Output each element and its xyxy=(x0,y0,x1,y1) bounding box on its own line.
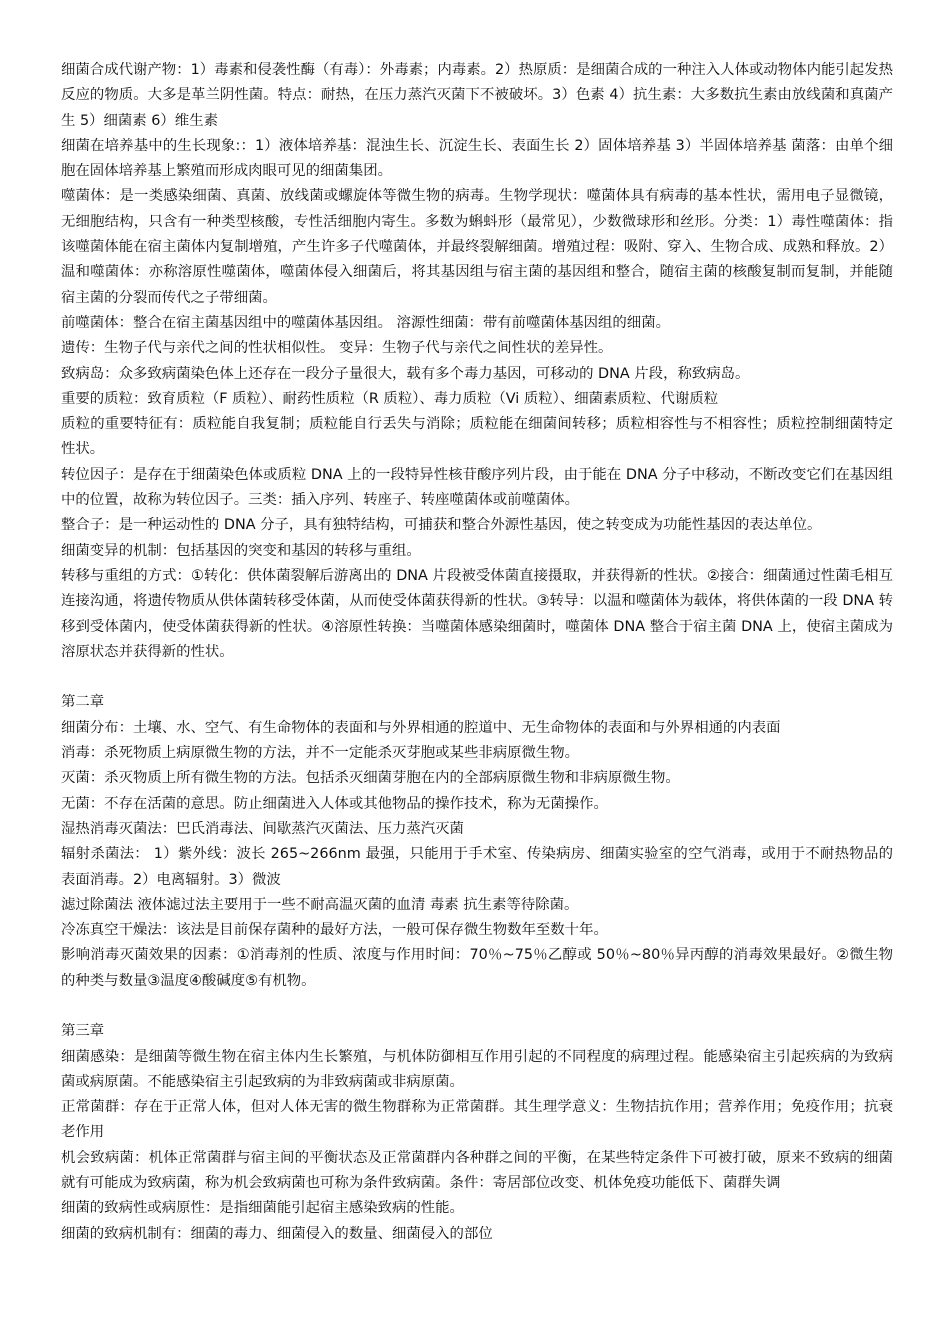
paragraph-sterilization: 灭菌：杀灭物质上所有微生物的方法。包括杀灭细菌芽胞在内的全部病原微生物和非病原微生物。 xyxy=(61,770,680,787)
paragraph-distribution: 细菌分布：土壤、水、空气、有生命物体的表面和与外界相通的腔道中、无生命物体的表面和与外界相通的内表面 xyxy=(61,719,781,736)
paragraph-integron: 整合子：是一种运动性的 DNA 分子，具有独特结构，可捕获和整合外源性基因，使之转变成为功能性基因的表达单位。 xyxy=(61,517,822,534)
paragraph-variation: 细菌变异的机制：包括基因的突变和基因的转移与重组。 xyxy=(61,542,421,559)
paragraph-heredity: 遗传：生物子代与亲代之间的性状相似性。 变异：生物子代与亲代之间性状的差异性。 xyxy=(61,340,613,357)
paragraph-phage: 噬菌体：是一类感染细菌、真菌、放线菌或螺旋体等微生物的病毒。生物学现状：噬菌体具有病毒的基本性状，需用电子显微镜，无细胞结构，只含有一种类型核酸，专性活细胞内寄生。多数为蝌蚪形（最常见），少数微球形和丝形。分类：1）毒性噬菌体：指该噬菌体能在宿主菌体内复制增殖，产生许多子代噬菌体，并最终裂解细菌。增殖过程：吸附、穿入、生物合成、成熟和释放。2）温和噬菌体：亦称溶原性噬菌体，噬菌体侵入细菌后，将其基因组与宿主菌的基因组和整合，随宿主菌的核酸复制而复制，并能随宿主菌的分裂而传代之子带细菌。 xyxy=(61,188,893,306)
paragraph-growth: 细菌在培养基中的生长现象:：1）液体培养基：混浊生长、沉淀生长、表面生长 2）固体培养基 3）半固体培养基 菌落：由单个细胞在固体培养基上繁殖而形成肉眼可见的细菌集团。 xyxy=(61,137,893,180)
paragraph-normal-flora: 正常菌群：存在于正常人体，但对人体无害的微生物群称为正常菌群。其生理学意义：生物拮抗作用；营养作用；免疫作用；抗衰老作用 xyxy=(61,1099,893,1141)
paragraph-pathogenicity-island: 致病岛：众多致病菌染色体上还存在一段分子量很大，载有多个毒力基因，可移动的 DNA 片段，称致病岛。 xyxy=(61,365,750,382)
blank-line xyxy=(61,994,893,1019)
document-page xyxy=(61,58,893,1247)
paragraph-plasmid-features: 质粒的重要特征有：质粒能自我复制；质粒能自行丢失与消除；质粒能在细菌间转移；质粒相容性与不相容性；质粒控制细菌特定性状。 xyxy=(61,416,893,458)
paragraph-plasmids: 重要的质粒：致育质粒（F 质粒）、耐药性质粒（R 质粒）、毒力质粒（Vi 质粒）、细菌素质粒、代谢质粒 xyxy=(61,390,719,407)
paragraph-disinfection: 消毒：杀死物质上病原微生物的方法，并不一定能杀灭芽胞或某些非病原微生物。 xyxy=(61,745,580,762)
paragraph-metabolites: 细菌合成代谢产物：1）毒素和侵袭性酶（有毒）：外毒素；内毒素。2）热原质：是细菌合成的一种注入人体或动物体内能引起发热反应的物质。大多是革兰阴性菌。特点：耐热，在压力蒸汽灭菌下不被破坏。3）色素 4）抗生素：大多数抗生素由放线菌和真菌产生 5）细菌素 6）维生素 xyxy=(61,62,893,129)
paragraph-transfer: 转移与重组的方式：①转化：供体菌裂解后游离出的 DNA 片段被受体菌直接摄取，并获得新的性状。②接合：细菌通过性菌毛相互连接沟通，将遗传物质从供体菌转移受体菌，从而使受体菌获得新的性状。③转导：以温和噬菌体为载体，将供体菌的一段 DNA 转移到受体菌内，使受体菌获得新的性状。④溶原性转换：当噬菌体感染细菌时，噬菌体 DNA 整合于宿主菌 DNA 上，使宿主菌成为溶原状态并获得新的性状。 xyxy=(61,567,893,660)
paragraph-transposable: 转位因子：是存在于细菌染色体或质粒 DNA 上的一段特异性核苷酸序列片段，由于能在 DNA 分子中移动，不断改变它们在基因组中的位置，故称为转位因子。三类：插入序列、转座子、转座噬菌体或前噬菌体。 xyxy=(61,466,893,509)
paragraph-opportunistic: 机会致病菌：机体正常菌群与宿主间的平衡状态及正常菌群内各种群之间的平衡，在某些特定条件下可被打破，原来不致病的细菌就有可能成为致病菌，称为机会致病菌也可称为条件致病菌。条件：寄居部位改变、机体免疫功能低下、菌群失调 xyxy=(61,1149,893,1192)
paragraph-mechanism: 细菌的致病机制有：细菌的毒力、细菌侵入的数量、细菌侵入的部位 xyxy=(61,1225,493,1242)
paragraph-factors: 影响消毒灭菌效果的因素：①消毒剂的性质、浓度与作用时间：70％~75％乙醇或 50％~80％异丙醇的消毒效果最好。②微生物的种类与数量③温度④酸碱度⑤有机物。 xyxy=(61,947,893,989)
paragraph-filtration: 滤过除菌法 液体滤过法主要用于一些不耐高温灭菌的血清 毒素 抗生素等待除菌。 xyxy=(61,896,579,913)
paragraph-prophage: 前噬菌体：整合在宿主菌基因组中的噬菌体基因组。 溶源性细菌：带有前噬菌体基因组的细菌。 xyxy=(61,314,670,331)
paragraph-infection: 细菌感染：是细菌等微生物在宿主体内生长繁殖，与机体防御相互作用引起的不同程度的病理过程。能感染宿主引起疾病的为致病菌或病原菌。不能感染宿主引起致病的为非致病菌或非病原菌。 xyxy=(61,1048,893,1090)
paragraph-moist-heat: 湿热消毒灭菌法：巴氏消毒法、间歇蒸汽灭菌法、压力蒸汽灭菌 xyxy=(61,820,464,837)
paragraph-freeze-drying: 冷冻真空干燥法：该法是目前保存菌种的最好方法，一般可保存微生物数年至数十年。 xyxy=(61,922,608,939)
blank-line xyxy=(61,665,893,690)
paragraph-radiation: 辐射杀菌法： 1）紫外线：波长 265~266nm 最强，只能用于手术室、传染病房、细菌实验室的空气消毒，或用于不耐热物品的表面消毒。2）电离辐射。3）微波 xyxy=(61,846,893,888)
paragraph-pathogenicity: 细菌的致病性或病原性：是指细菌能引起宿主感染致病的性能。 xyxy=(61,1200,464,1217)
paragraph-aseptic: 无菌：不存在活菌的意思。防止细菌进入人体或其他物品的操作技术，称为无菌操作。 xyxy=(61,795,608,812)
chapter-three-heading: 第三章 xyxy=(61,1023,105,1040)
chapter-two-heading: 第二章 xyxy=(61,694,105,711)
